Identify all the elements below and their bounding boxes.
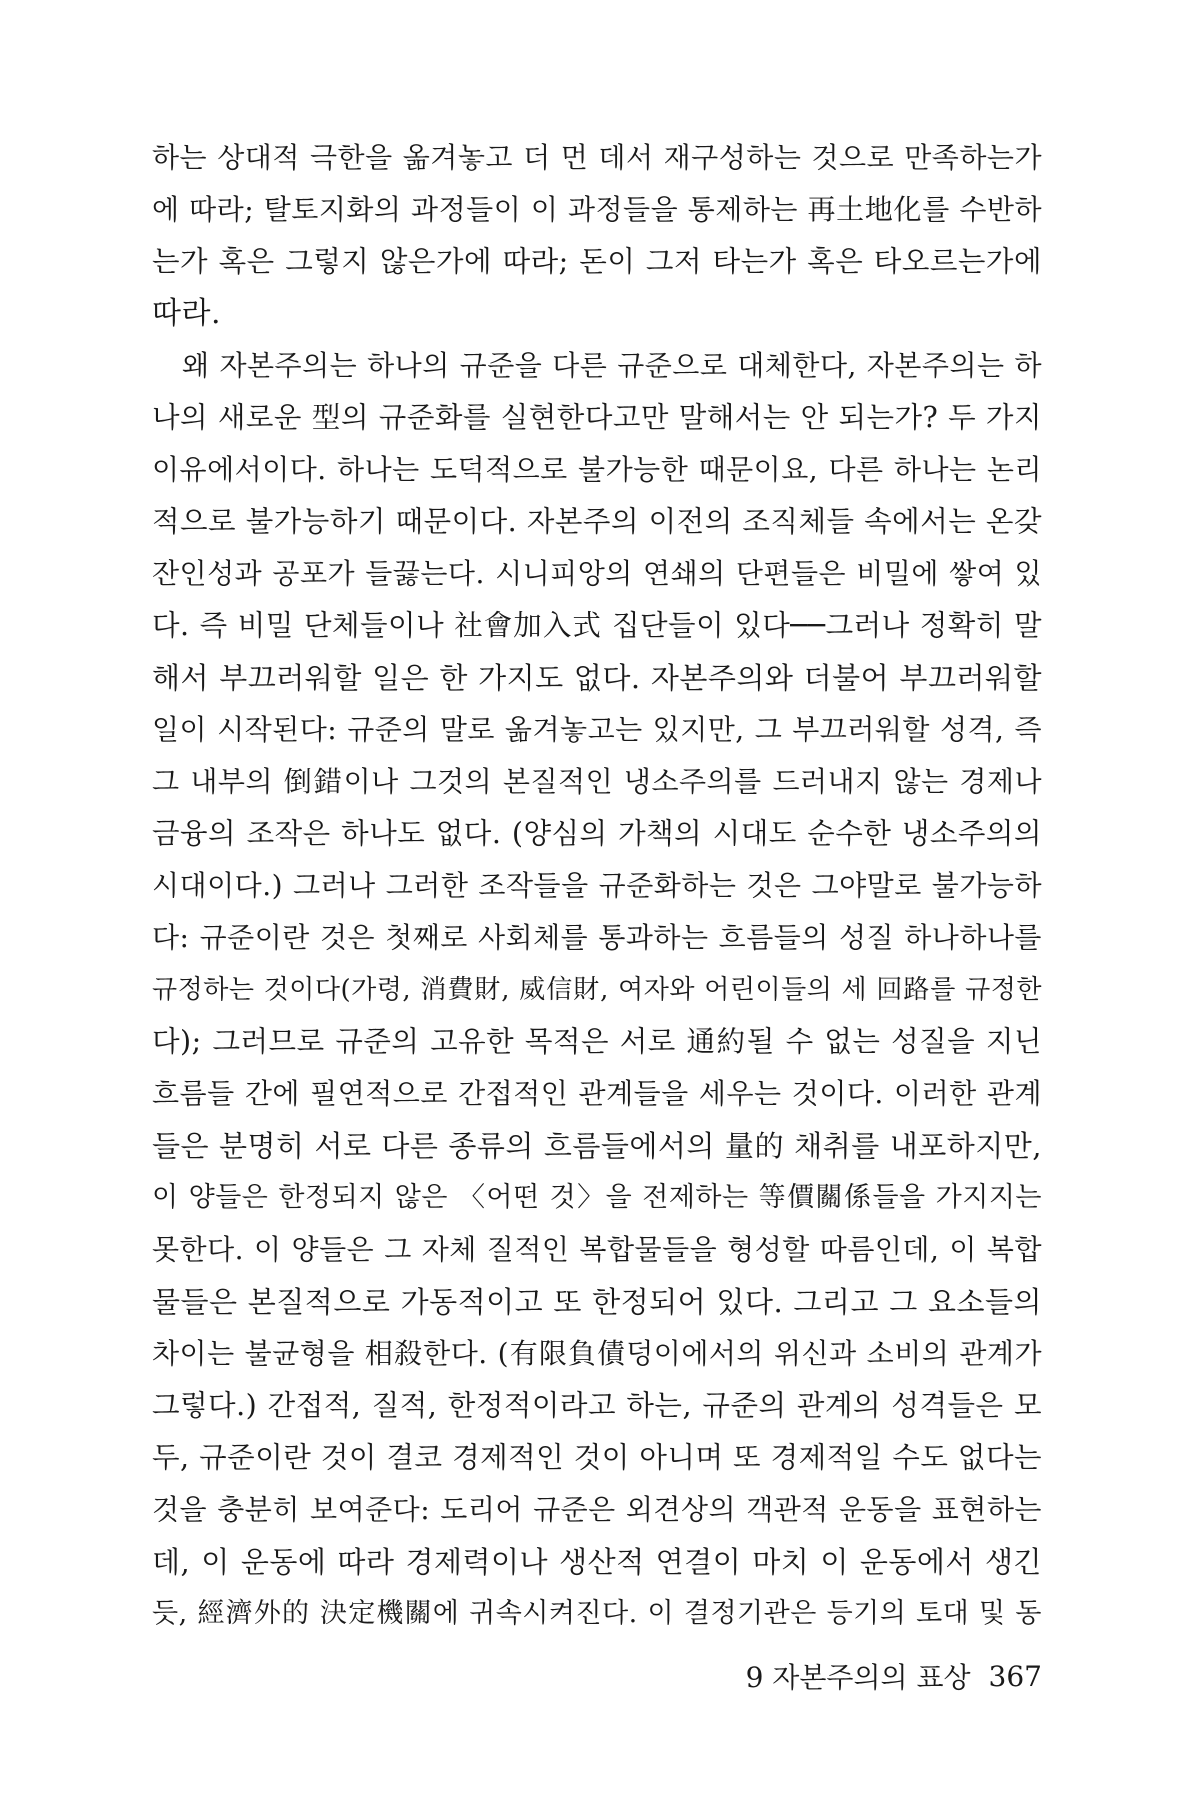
text-line: 나의 새로운 型의 규준화를 실현한다고만 말해서는 안 되는가? 두 가지 — [152, 401, 1042, 434]
text-line: 시대이다.) 그러나 그러한 조작들을 규준화하는 것은 그야말로 불가능하 — [152, 869, 1042, 902]
text-line: 것을 충분히 보여준다: 도리어 규준은 외견상의 객관적 운동을 표현하는 — [152, 1493, 1042, 1526]
text-line: 이유에서이다. 하나는 도덕적으로 불가능한 때문이요, 다른 하나는 논리 — [152, 453, 1042, 486]
text-line: 들은 분명히 서로 다른 종류의 흐름들에서의 量的 채취를 내포하지만, — [152, 1129, 1042, 1163]
text-line: 흐름들 간에 필연적으로 간접적인 관계들을 세우는 것이다. 이러한 관계 — [152, 1077, 1042, 1110]
text-line: 이 양들은 한정되지 않은 〈어떤 것〉을 전제하는 等價關係들을 가지지는 — [152, 1182, 1042, 1213]
text-line: 차이는 불균형을 相殺한다. (有限負債덩이에서의 위신과 소비의 관계가 — [152, 1337, 1042, 1370]
text-line: 하는 상대적 극한을 옮겨놓고 더 먼 데서 재구성하는 것으로 만족하는가 — [152, 141, 1042, 174]
text-line: 해서 부끄러워할 일은 한 가지도 없다. 자본주의와 더불어 부끄러워할 — [152, 661, 1042, 695]
text-line: 두, 규준이란 것이 결코 경제적인 것이 아니며 또 경제적일 수도 없다는 — [152, 1441, 1042, 1474]
running-head: 9 자본주의의 표상 — [745, 1661, 971, 1694]
text-line: 물들은 본질적으로 가동적이고 또 한정되어 있다. 그리고 그 요소들의 — [152, 1285, 1042, 1319]
text-line: 데, 이 운동에 따라 경제력이나 생산적 연결이 마치 이 운동에서 생긴 — [152, 1545, 1042, 1579]
text-line: 에 따라; 탈토지화의 과정들이 이 과정들을 통제하는 再土地化를 수반하 — [152, 193, 1042, 226]
body-text — [152, 132, 1042, 1640]
text-line: 규정하는 것이다(가령, 消費財, 威信財, 여자와 어린이들의 세 回路를 규정한 — [152, 975, 1042, 1005]
text-line: 일이 시작된다: 규준의 말로 옮겨놓고는 있지만, 그 부끄러워할 성격, 즉 — [152, 713, 1042, 746]
text-line: 다. 즉 비밀 단체들이나 社會加入式 집단들이 있다──그러나 정확히 말 — [152, 609, 1042, 642]
page-footer — [745, 1656, 1042, 1696]
paragraph-2 — [152, 340, 1042, 1640]
paragraph-1 — [152, 132, 1042, 340]
text-line: 잔인성과 공포가 들끓는다. 시니피앙의 연쇄의 단편들은 비밀에 쌓여 있 — [152, 557, 1042, 590]
text-line: 그렇다.) 간접적, 질적, 한정적이라고 하는, 규준의 관계의 성격들은 모 — [152, 1389, 1042, 1422]
text-line: 듯, 經濟外的 決定機關에 귀속시켜진다. 이 결정기관은 등기의 토대 및 동 — [152, 1598, 1042, 1629]
page-number: 367 — [988, 1659, 1042, 1693]
text-line: 그 내부의 倒錯이나 그것의 본질적인 냉소주의를 드러내지 않는 경제나 — [152, 765, 1042, 798]
text-line: 왜 자본주의는 하나의 규준을 다른 규준으로 대체한다, 자본주의는 하 — [182, 349, 1042, 382]
text-line: 금융의 조작은 하나도 없다. (양심의 가책의 시대도 순수한 냉소주의의 — [152, 817, 1042, 850]
text-line: 다: 규준이란 것은 첫째로 사회체를 통과하는 흐름들의 성질 하나하나를 — [152, 921, 1042, 954]
text-line: 적으로 불가능하기 때문이다. 자본주의 이전의 조직체들 속에서는 온갖 — [152, 505, 1042, 538]
text-line: 는가 혹은 그렇지 않은가에 따라; 돈이 그저 타는가 혹은 타오르는가에 — [152, 245, 1042, 278]
text-line: 다); 그러므로 규준의 고유한 목적은 서로 通約될 수 없는 성질을 지닌 — [152, 1025, 1042, 1058]
text-line: 못한다. 이 양들은 그 자체 질적인 복합물들을 형성할 따름인데, 이 복합 — [152, 1233, 1042, 1266]
text-line: 따라. — [152, 296, 221, 331]
